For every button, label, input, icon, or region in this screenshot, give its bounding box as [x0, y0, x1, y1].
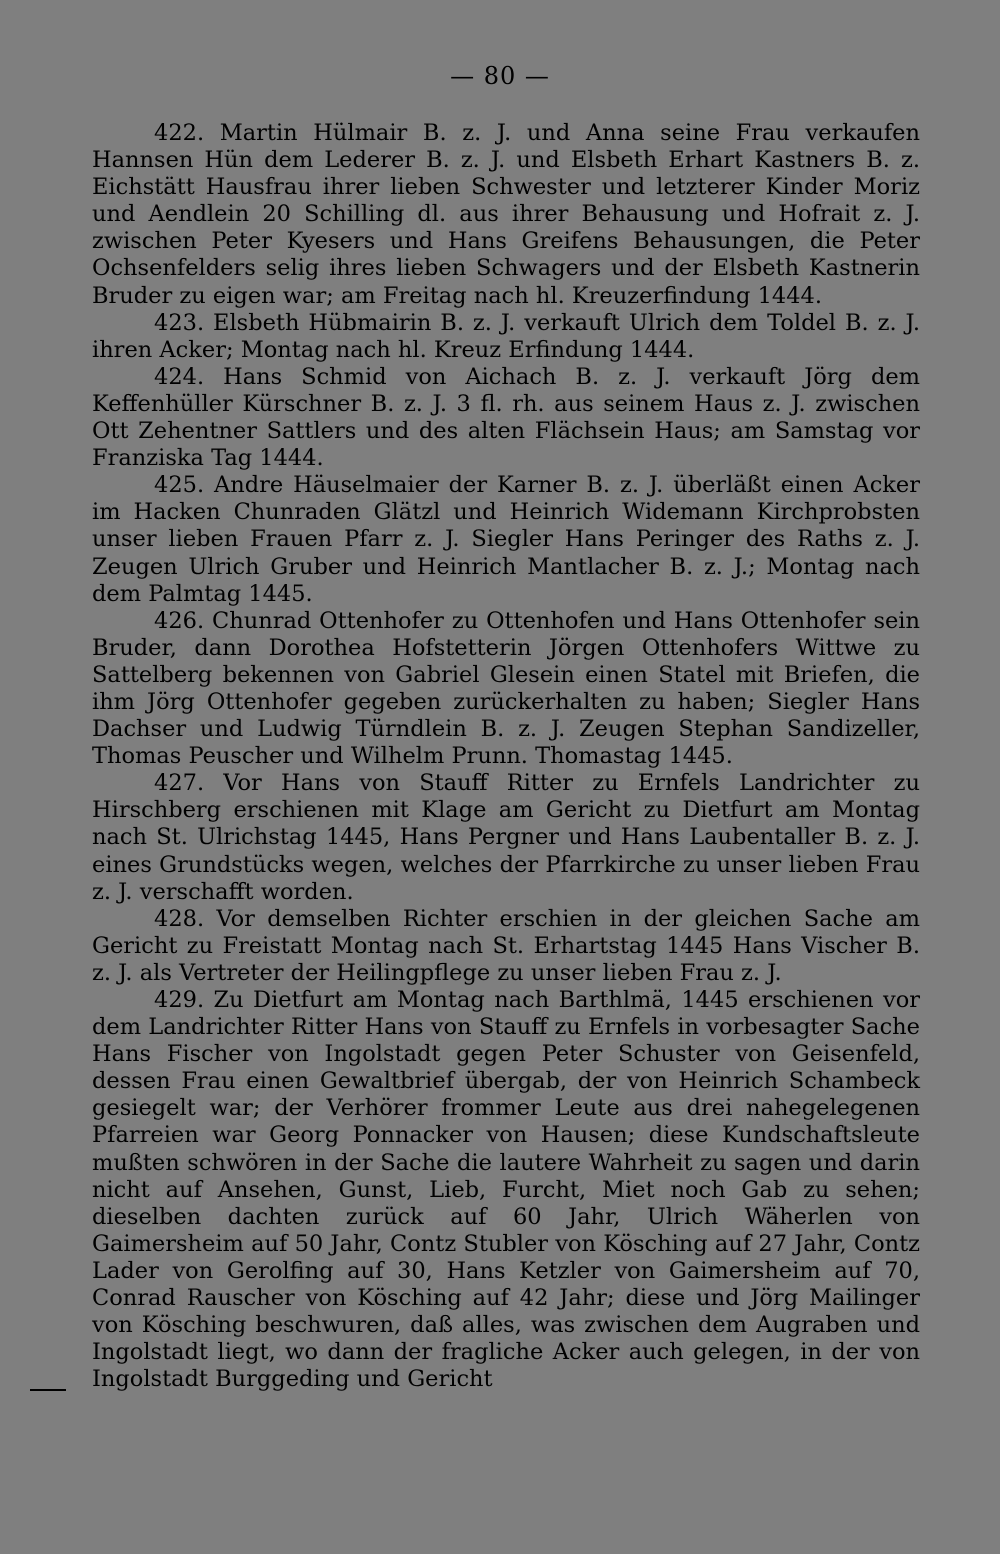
entry-425: 425. Andre Häuselmaier der Karner B. z. J. überläßt einen Acker im Hacken Chunraden Glätzl und Heinrich Widemann Kirchprobsten unser lieben Frauen Pfarr z. J. Siegler Hans Peringer des Raths z. J. Zeugen Ulrich Gruber und Heinrich Mantlacher B. z. J.; Montag nach dem Palmtag 1445. — [92, 472, 920, 607]
entry-422: 422. Martin Hülmair B. z. J. und Anna seine Frau verkaufen Hannsen Hün dem Lederer B. z. J. und Elsbeth Erhart Kastners B. z. Eichstätt Hausfrau ihrer lieben Schwester und letzterer Kinder Moriz und Aendlein 20 Schilling dl. aus ihrer Behausung und Hofrait z. J. zwischen Peter Kyesers und Hans Greifens Behausungen, die Peter Ochsenfelders selig ihres lieben Schwagers und der Elsbeth Kastnerin Bruder zu eigen war; am Freitag nach hl. Kreuzerfindung 1444. — [92, 120, 920, 309]
entry-429: 429. Zu Dietfurt am Montag nach Barthlmä, 1445 erschienen vor dem Landrichter Ritter Hans von Stauff zu Ernfels in vorbesagter Sache Hans Fischer von Ingolstadt gegen Peter Schuster von Geisenfeld, dessen Frau einen Gewaltbrief übergab, der von Heinrich Schambeck gesiegelt war; der Verhörer frommer Leute aus drei nahegelegenen Pfarreien war Georg Ponnacker von Hausen; diese Kundschaftsleute mußten schwören in der Sache die lautere Wahrheit zu sagen und darin nicht auf Ansehen, Gunst, Lieb, Furcht, Miet noch Gab zu sehen; dieselben dachten zurück auf 60 Jahr, Ulrich Wäherlen von Gaimersheim auf 50 Jahr, Contz Stubler von Kösching auf 27 Jahr, Contz Lader von Gerolfing auf 30, Hans Ketzler von Gaimersheim auf 70, Conrad Rauscher von Kösching auf 42 Jahr; diese und Jörg Mailinger von Kösching beschwuren, daß alles, was zwischen dem Augraben und Ingolstadt liegt, wo dann der fragliche Acker auch gelegen, in der von Ingolstadt Burggeding und Gericht — [92, 987, 920, 1393]
entry-428: 428. Vor demselben Richter erschien in der gleichen Sache am Gericht zu Freistatt Montag nach St. Erhartstag 1445 Hans Vischer B. z. J. als Vertreter der Heilingpflege zu unser lieben Frau z. J. — [92, 905, 920, 986]
entry-427: 427. Vor Hans von Stauff Ritter zu Ernfels Landrichter zu Hirschberg erschienen mit Klage am Gericht zu Dietfurt am Montag nach St. Ulrichstag 1445, Hans Pergner und Hans Laubentaller B. z. J. eines Grundstücks wegen, welches der Pfarrkirche zu unser lieben Frau z. J. verschafft worden. — [92, 770, 920, 905]
entry-426: 426. Chunrad Ottenhofer zu Ottenhofen und Hans Ottenhofer sein Bruder, dann Dorothea Hofstetterin Jörgen Ottenhofers Wittwe zu Sattelberg bekennen von Gabriel Glesein einen Statel mit Briefen, die ihm Jörg Ottenhofer gegeben zurückerhalten zu haben; Siegler Hans Dachser und Ludwig Türndlein B. z. J. Zeugen Stephan Sandizeller, Thomas Peuscher und Wilhelm Prunn. Thomastag 1445. — [92, 607, 920, 770]
entry-424: 424. Hans Schmid von Aichach B. z. J. verkauft Jörg dem Keffenhüller Kürschner B. z. J. 3 fl. rh. aus seinem Haus z. J. zwischen Ott Zehentner Sattlers und des alten Flächsein Haus; am Samstag vor Franziska Tag 1444. — [92, 363, 920, 472]
page-number: — 80 — — [450, 62, 550, 90]
entry-423: 423. Elsbeth Hübmairin B. z. J. verkauft Ulrich dem Toldel B. z. J. ihren Acker; Montag nach hl. Kreuz Erfindung 1444. — [92, 309, 920, 363]
margin-mark — [30, 1389, 66, 1391]
body-text — [92, 120, 920, 1393]
